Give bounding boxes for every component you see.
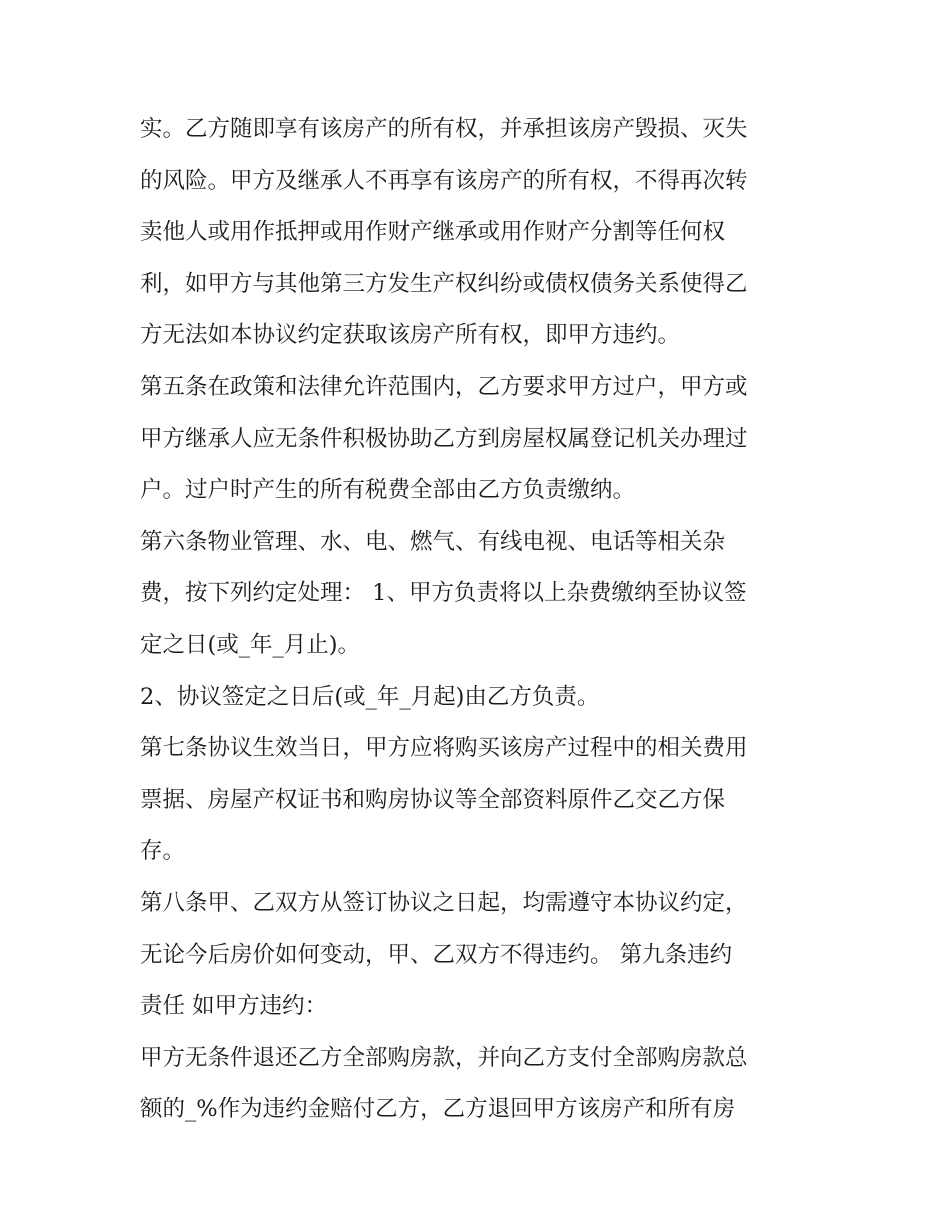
text-line: 方无法如本协议约定获取该房产所有权，即甲方违约。 <box>140 322 681 349</box>
text-line: 责任 如甲方违约： <box>140 993 328 1020</box>
paragraph-ownership-transfer <box>140 104 812 362</box>
text-line: 甲方无条件退还乙方全部购房款，并向乙方支付全部购房款总 <box>140 1044 748 1071</box>
text-line: 卖他人或用作抵押或用作财产继承或用作财产分割等任何权 <box>140 219 726 246</box>
paragraph-article-8 <box>140 878 812 1033</box>
text-line: 额的_%作为违约金赔付乙方，乙方退回甲方该房产和所有房 <box>140 1096 736 1123</box>
text-line: 第八条甲、乙双方从签订协议之日起，均需遵守本协议约定， <box>140 889 748 916</box>
paragraph-article-7 <box>140 723 812 878</box>
text-line: 无论今后房价如何变动，甲、乙双方不得违约。 第九条违约 <box>140 941 733 968</box>
text-line: 票据、房屋产权证书和购房协议等全部资料原件乙交乙方保 <box>140 786 726 813</box>
paragraph-article-6-item-2 <box>140 672 812 724</box>
text-line: 第七条协议生效当日，甲方应将购买该房产过程中的相关费用 <box>140 735 748 762</box>
text-line: 第六条物业管理、水、电、燃气、有线电视、电话等相关杂 <box>140 528 726 555</box>
text-line: 存。 <box>140 838 186 865</box>
text-line: 2、协议签定之日后(或_年_月起)由乙方负责。 <box>140 683 600 710</box>
text-line: 利，如甲方与其他第三方发生产权纠纷或债权债务关系使得乙 <box>140 270 748 297</box>
paragraph-article-6 <box>140 517 812 672</box>
text-line: 户。过户时产生的所有税费全部由乙方负责缴纳。 <box>140 477 636 504</box>
text-line: 定之日(或_年_月止)。 <box>140 631 361 658</box>
text-line: 的风险。甲方及继承人不再享有该房产的所有权，不得再次转 <box>140 167 748 194</box>
text-line: 甲方继承人应无条件积极协助乙方到房屋权属登记机关办理过 <box>140 425 748 452</box>
text-line: 第五条在政策和法律允许范围内，乙方要求甲方过户，甲方或 <box>140 373 748 400</box>
text-line: 实。乙方随即享有该房产的所有权，并承担该房产毁损、灭失 <box>140 116 748 142</box>
document-body <box>140 104 812 1136</box>
paragraph-article-5 <box>140 362 812 517</box>
text-line: 费，按下列约定处理： 1、甲方负责将以上杂费缴纳至协议签 <box>140 580 747 607</box>
paragraph-breach-terms <box>140 1033 812 1136</box>
